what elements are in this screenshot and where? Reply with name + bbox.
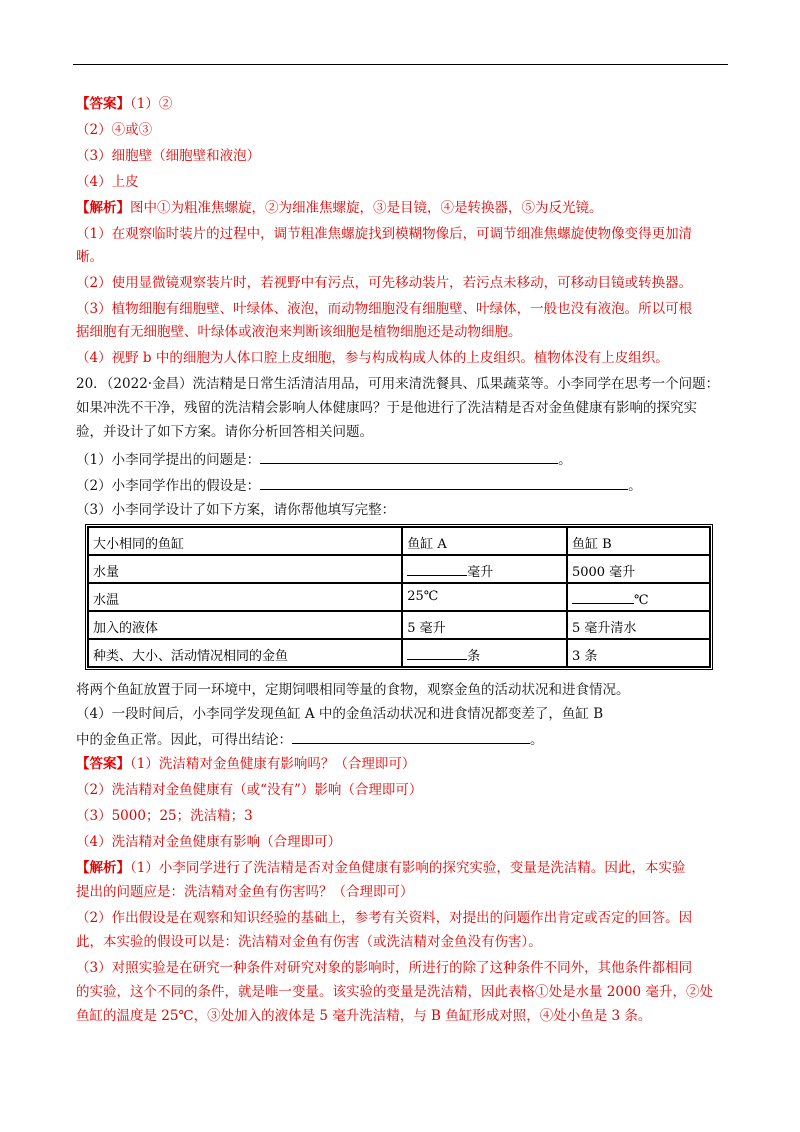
table-cell: 大小相同的鱼缸 <box>88 527 402 555</box>
answer-label: 【答案】 <box>76 96 130 112</box>
table-cell: 3 条 <box>567 639 710 667</box>
answer-19-line-4: （4）上皮 <box>76 174 139 190</box>
experiment-plan-table <box>85 524 713 670</box>
table-row <box>88 639 710 667</box>
table-cell: ℃ <box>567 583 710 611</box>
table-cell: 加入的液体 <box>88 611 402 639</box>
table-cell: 条 <box>402 639 567 667</box>
answer-blank-1[interactable] <box>260 449 558 464</box>
answer-blank-2[interactable] <box>260 475 628 490</box>
analysis-19-line-1: 【解析】图中①为粗准焦螺旋，②为细准焦螺旋，③是目镜，④是转换器，⑤为反光镜。 <box>76 200 603 216</box>
table-cell: 种类、大小、活动情况相同的金鱼 <box>88 639 402 667</box>
answer-19-line-2: （2）④或③ <box>76 122 153 138</box>
answer-blank-water[interactable] <box>407 561 467 576</box>
table-cell: 5 毫升 <box>402 611 567 639</box>
question-20-after-table: 将两个鱼缸放置于同一环境中，定期饲喂相同等量的食物，观察金鱼的活动状况和进食情况。 <box>76 682 630 698</box>
analysis-label: 【解析】 <box>76 200 130 216</box>
analysis-20-p3b: 的实验，这个不同的条件，就是唯一变量。该实验的变量是洗洁精，因此表格①处是水量 2000 毫升，②处 <box>76 984 713 1000</box>
table-cell: 鱼缸 A <box>402 527 567 555</box>
analysis-19-p2: （2）使用显微镜观察装片时，若视野中有污点，可先移动装片，若污点未移动，可移动目镜或转换器。 <box>76 275 693 291</box>
table-row <box>88 527 710 555</box>
header-rule <box>73 64 728 65</box>
answer-20-line-4: （4）洗洁精对金鱼健康有影响（合理即可） <box>76 834 342 850</box>
question-20-part-3: （3）小李同学设计了如下方案，请你帮他填写完整： <box>76 502 396 518</box>
question-20-part-2: （2）小李同学作出的假设是： 。 <box>76 475 642 495</box>
analysis-label: 【解析】 <box>76 860 130 876</box>
analysis-19-p1b: 晰。 <box>76 249 103 265</box>
answer-20-line-3: （3）5000；25；洗洁精；3 <box>76 808 253 824</box>
table-cell: 水温 <box>88 583 402 611</box>
analysis-20-p1a: 【解析】（1）小李同学进行了洗洁精是否对金鱼健康有影响的探究实验，变量是洗洁精。因此，本实验 <box>76 860 686 876</box>
table-row <box>88 555 710 583</box>
answer-blank-temperature[interactable] <box>572 589 634 604</box>
question-20-stem-1: 20．（2022·金昌）洗洁精是日常生活清洁用品，可用来清洗餐具、瓜果蔬菜等。小李同学在思考一个问题： <box>76 376 720 392</box>
question-20-part-4b: 中的金鱼正常。因此，可得出结论： 。 <box>76 729 544 749</box>
analysis-19-p3b: 据细胞有无细胞壁、叶绿体或液泡来判断该细胞是植物细胞还是动物细胞。 <box>76 324 522 340</box>
answer-blank-fish[interactable] <box>407 645 467 660</box>
answer-20-line-1: 【答案】（1）洗洁精对金鱼健康有影响吗？（合理即可） <box>76 756 416 772</box>
answer-19-line-1: 【答案】（1）② <box>76 96 173 112</box>
table-cell: 毫升 <box>402 555 567 583</box>
question-20-part-4a: （4）一段时间后，小李同学发现鱼缸 A 中的金鱼活动状况和进食情况都变差了，鱼缸 B <box>76 706 604 722</box>
answer-label: 【答案】 <box>76 756 130 772</box>
analysis-19-p1a: （1）在观察临时装片的过程中，调节粗准焦螺旋找到模糊物像后，可调节细准焦螺旋使物像变得更加清 <box>76 226 693 242</box>
answer-20-line-2: （2）洗洁精对金鱼健康有（或“没有”）影响（合理即可） <box>76 782 423 798</box>
table-cell: 25℃ <box>402 583 567 611</box>
table-row <box>88 583 710 611</box>
analysis-20-p2a: （2）作出假设是在观察和知识经验的基础上，参考有关资料，对提出的问题作出肯定或否定的回答。因 <box>76 910 693 926</box>
analysis-19-p3a: （3）植物细胞有细胞壁、叶绿体、液泡，而动物细胞没有细胞壁、叶绿体，一般也没有液泡。所以可根 <box>76 301 693 317</box>
answer-19-line-3: （3）细胞壁（细胞壁和液泡） <box>76 148 261 164</box>
question-20-part-1: （1）小李同学提出的问题是： 。 <box>76 449 572 469</box>
table-row <box>88 611 710 639</box>
question-20-stem-3: 验，并设计了如下方案。请你分析回答相关问题。 <box>76 424 373 440</box>
analysis-20-p2b: 此，本实验的假设可以是：洗洁精对金鱼有伤害（或洗洁精对金鱼没有伤害）。 <box>76 934 542 950</box>
table-cell: 鱼缸 B <box>567 527 710 555</box>
analysis-19-p4: （4）视野 b 中的细胞为人体口腔上皮细胞，参与构成构成人体的上皮组织。植物体没有上皮组织。 <box>76 350 669 366</box>
table-cell: 5000 毫升 <box>567 555 710 583</box>
question-20-stem-2: 如果冲洗不干净，残留的洗洁精会影响人体健康吗？于是他进行了洗洁精是否对金鱼健康有影响的探究实 <box>76 400 697 416</box>
table-cell: 5 毫升清水 <box>567 611 710 639</box>
analysis-20-p3a: （3）对照实验是在研究一种条件对研究对象的影响时，所进行的除了这种条件不同外，其他条件都相同 <box>76 960 693 976</box>
analysis-20-p3c: 鱼缸的温度是 25℃，③处加入的液体是 5 毫升洗洁精，与 B 鱼缸形成对照，④处小鱼是 3 条。 <box>76 1008 652 1024</box>
analysis-20-p1b: 提出的问题应是：洗洁精对金鱼有伤害吗？（合理即可） <box>76 884 414 900</box>
table-cell: 水量 <box>88 555 402 583</box>
answer-blank-4[interactable] <box>292 729 530 744</box>
